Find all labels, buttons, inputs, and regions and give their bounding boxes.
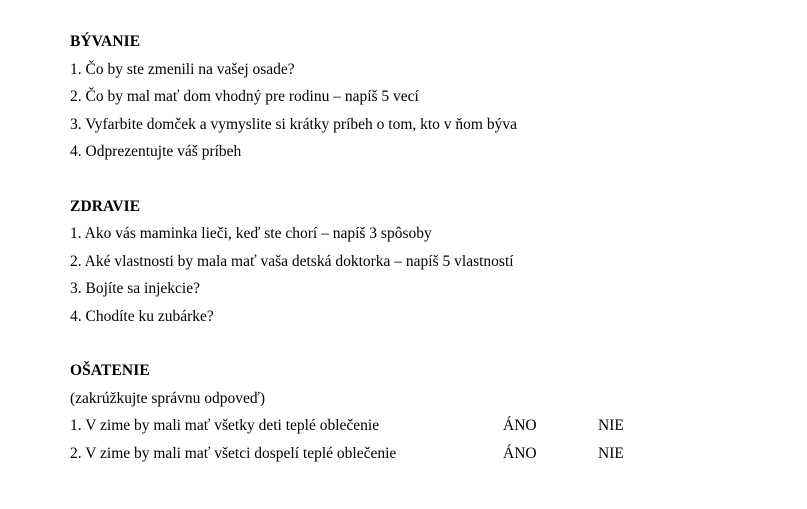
section-heading-clothing: OŠATENIE [70,362,150,379]
housing-item-2: 2. Čo by mal mať dom vhodný pre rodinu – napíš 5 vecí [70,88,419,105]
housing-item-1: 1. Čo by ste zmenili na vašej osade? [70,60,295,78]
answer-yes-option[interactable]: ÁNO [503,444,537,462]
answer-no-option[interactable]: NIE [598,417,624,434]
document-page [70,28,770,467]
health-item-3: 3. Bojíte sa injekcie? [70,280,200,297]
clothing-question-row [70,412,770,440]
section-health [70,193,770,331]
clothing-question-text: 2. V zime by mali mať všetci dospelí teplé oblečenie [70,444,397,462]
housing-item-3: 3. Vyfarbite domček a vymyslite si krátky príbeh o tom, kto v ňom býva [70,115,517,133]
answer-yes-option[interactable]: ÁNO [503,417,537,434]
health-item-4: 4. Chodíte ku zubárke? [70,307,214,325]
housing-item-4: 4. Odprezentujte váš príbeh [70,143,242,160]
section-heading-housing: BÝVANIE [70,33,141,50]
health-item-1: 1. Ako vás maminka lieči, keď ste chorí – napíš 3 spôsoby [70,225,432,242]
section-clothing [70,357,770,467]
section-housing [70,28,770,166]
health-item-2: 2. Aké vlastnosti by mala mať vaša detská doktorka – napíš 5 vlastností [70,252,514,270]
clothing-question-row [70,440,770,468]
clothing-question-text: 1. V zime by mali mať všetky deti teplé oblečenie [70,417,380,434]
answer-no-option[interactable]: NIE [598,444,624,462]
clothing-instruction: (zakrúžkujte správnu odpoveď) [70,389,266,407]
section-heading-health: ZDRAVIE [70,197,141,215]
